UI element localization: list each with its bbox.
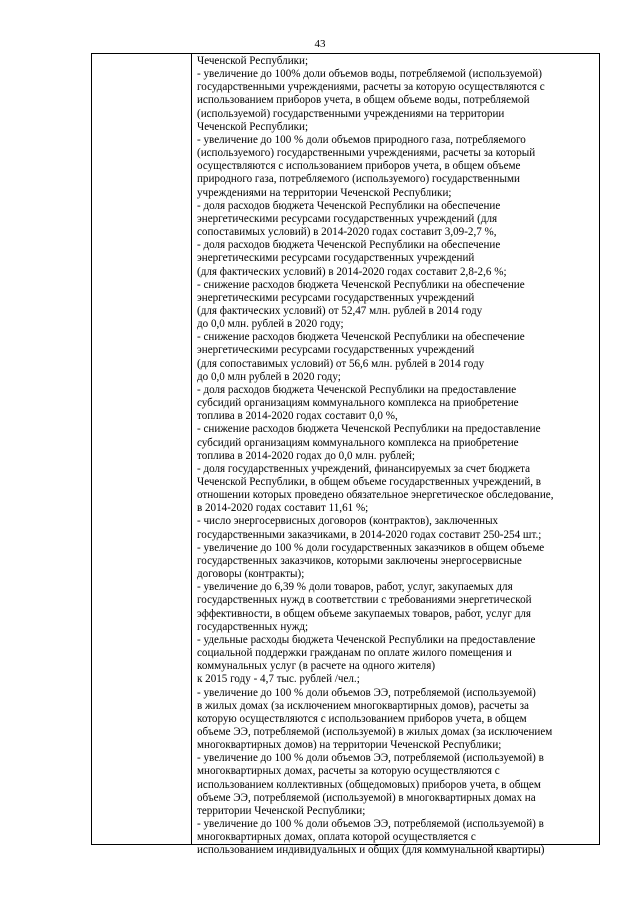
- text-line: субсидий организациям коммунального комплекса на приобретение: [197, 436, 519, 449]
- text-line: объеме ЭЭ, потребляемой (используемой) в многоквартирных домах на: [197, 791, 536, 804]
- page-number: 43: [314, 38, 326, 50]
- text-line: использованием коллективных (общедомовых) приборов учета, в общем: [197, 778, 541, 791]
- text-line: до 0,0 млн рублей в 2020 году;: [197, 370, 341, 383]
- text-line: - увеличение до 100 % доли государственных заказчиков в общем объеме: [197, 541, 545, 554]
- text-line: к 2015 году - 4,7 тыс. рублей /чел.;: [197, 673, 360, 686]
- text-line: использованием приборов учета, в общем объеме воды, потребляемой: [197, 94, 530, 107]
- text-line: отношении которых проведено обязательное энергетическое обследование,: [197, 489, 554, 502]
- text-line: - снижение расходов бюджета Чеченской Республики на обеспечение: [197, 278, 525, 291]
- text-line: которую осуществляются с использованием приборов учета, в общем: [197, 712, 527, 725]
- text-line: государственных заказчиков, которыми заключены энергосервисные: [197, 554, 522, 567]
- text-line: - увеличение до 100 % доли объемов ЭЭ, потребляемой (используемой): [197, 686, 536, 699]
- text-line: - увеличение до 100% доли объемов воды, потребляемой (используемой): [197, 68, 542, 81]
- text-line: - доля расходов бюджета Чеченской Республики на обеспечение: [197, 239, 501, 252]
- text-line: (для фактических условий) от 52,47 млн. рублей в 2014 году: [197, 304, 483, 317]
- text-line: (используемого) государственными учреждениями, расчеты за который: [197, 147, 536, 160]
- text-line: многоквартирных домах, расчеты за которую осуществляются с: [197, 765, 500, 778]
- text-line: - число энергосервисных договоров (контрактов), заключенных: [197, 515, 499, 528]
- text-line: - доля расходов бюджета Чеченской Республики на предоставление: [197, 383, 517, 396]
- text-line: в жилых домах (за исключением многоквартирных домов), расчеты за: [197, 699, 529, 712]
- text-line: - доля расходов бюджета Чеченской Республики на обеспечение: [197, 199, 501, 212]
- text-line: субсидий организациям коммунального комплекса на приобретение: [197, 397, 519, 410]
- text-line: энергетическими ресурсами государственных учреждений (для: [197, 212, 498, 225]
- text-line: - доля государственных учреждений, финансируемых за счет бюджета: [197, 462, 531, 475]
- text-line: природного газа, потребляемого (используемого) государственными: [197, 173, 520, 186]
- text-line: государственными учреждениями, расчеты за которую осуществляются с: [197, 81, 545, 94]
- text-line: сопоставимых условий) в 2014-2020 годах составит 3,09-2,7 %,: [197, 226, 497, 239]
- text-line: коммунальных услуг (в расчете на одного жителя): [197, 660, 436, 673]
- text-line: в 2014-2020 годах составит 11,61 %;: [197, 502, 369, 515]
- text-line: энергетическими ресурсами государственных учреждений: [197, 344, 475, 357]
- text-line: территории Чеченской Республики;: [197, 804, 366, 817]
- text-line: до 0,0 млн. рублей в 2020 году;: [197, 318, 344, 331]
- text-line: Чеченской Республики;: [197, 55, 309, 67]
- text-line: (используемой) государственными учреждениями на территории: [197, 107, 505, 120]
- text-line: энергетическими ресурсами государственных учреждений: [197, 291, 475, 304]
- text-line: Чеченской Республики;: [197, 120, 309, 133]
- table-right-column: [192, 54, 599, 857]
- text-line: - увеличение до 100 % доли объемов ЭЭ, потребляемой (используемой) в: [197, 818, 544, 831]
- document-table: [91, 53, 600, 857]
- text-line: социальной поддержки гражданам по оплате жилого помещения и: [197, 647, 512, 660]
- text-line: топлива в 2014-2020 годах составит 0,0 %,: [197, 410, 398, 423]
- text-line: (для фактических условий) в 2014-2020 годах составит 2,8-2,6 %;: [197, 265, 507, 278]
- text-line: энергетическими ресурсами государственных учреждений: [197, 252, 475, 265]
- text-line: многоквартирных домах, оплата которой осуществляется с: [197, 831, 476, 844]
- text-line: - удельные расходы бюджета Чеченской Республики на предоставление: [197, 633, 536, 646]
- text-line: государственных нужд;: [197, 620, 309, 633]
- text-line: многоквартирных домов) на территории Чеченской Республики;: [197, 739, 502, 752]
- text-line: государственными заказчиками, в 2014-2020 годах составит 250-254 шт.;: [197, 528, 542, 541]
- text-line: объеме ЭЭ, потребляемой (используемой) в жилых домах (за исключением: [197, 725, 553, 738]
- text-line: договоры (контракты);: [197, 568, 305, 581]
- text-line: государственных нужд в соответствии с требованиями энергетической: [197, 594, 532, 607]
- text-line: - снижение расходов бюджета Чеченской Республики на обеспечение: [197, 331, 525, 344]
- table-left-column: [92, 54, 192, 844]
- text-line: учреждениями на территории Чеченской Республики;: [197, 186, 452, 199]
- text-line: - увеличение до 100 % доли объемов ЭЭ, потребляемой (используемой) в: [197, 752, 544, 765]
- text-line: эффективности, в общем объеме закупаемых товаров, работ, услуг для: [197, 607, 532, 620]
- text-line: - снижение расходов бюджета Чеченской Республики на предоставление: [197, 423, 541, 436]
- text-line: осуществляются с использованием приборов учета, в общем объеме: [197, 160, 521, 173]
- text-line: использованием индивидуальных и общих (для коммунальной квартиры): [197, 844, 545, 857]
- text-line: топлива в 2014-2020 годах до 0,0 млн. рублей;: [197, 449, 415, 462]
- text-line: Чеченской Республики, в общем объеме государственных учреждений, в: [197, 476, 542, 488]
- text-line: - увеличение до 6,39 % доли товаров, работ, услуг, закупаемых для: [197, 581, 513, 594]
- text-line: - увеличение до 100 % доли объемов природного газа, потребляемого: [197, 133, 526, 146]
- text-line: (для сопоставимых условий) от 56,6 млн. рублей в 2014 году: [197, 357, 485, 370]
